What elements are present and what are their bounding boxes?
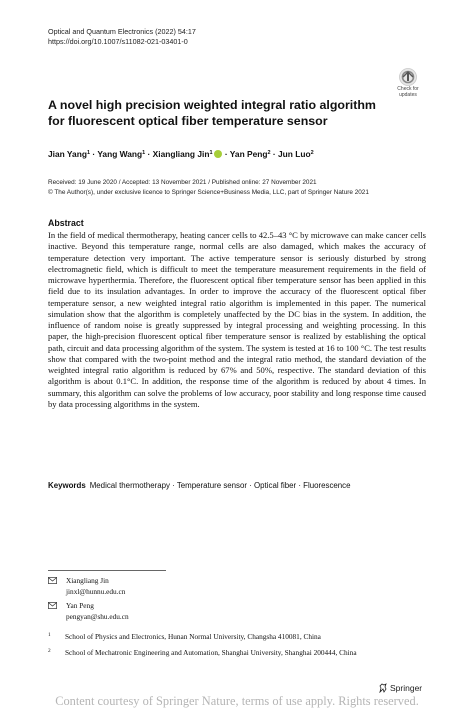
envelope-icon bbox=[48, 602, 57, 609]
author-affiliation-mark: 2 bbox=[310, 150, 314, 156]
footnote-divider bbox=[48, 570, 166, 571]
contact-email[interactable]: jinxl@hunnu.edu.cn bbox=[66, 586, 126, 596]
abstract-text: In the field of medical thermotherapy, heating cancer cells to 42.5–43 °C by microwave can make cancer cells inactive. Beyond this temperature range, normal cells are also damaged, which makes the accuracy of temperature detection very important. The active temperature sensor is seriously disturbed by strong electromagnetic field, which is difficult to meet the temperature measurement requirements in the field of microwave hyperthermia. Therefore, the fluorescent optical fiber temperature sensor has been applied in this field due to its insulation advantages. In order to improve the accuracy of the fluorescent optical fiber temperature sensor, a new weighted integral ratio algorithm is implemented in this paper. The numerical simulation show that the algorithm is completely unaffected by the DC bias in the system. In addition, the influence of random noise is greatly suppressed by integral processing and weighting processing. In this paper, the high-precision fluorescent optical fiber temperature sensor is realized by establishing the optical path, circuit and data processing algorithm of the system. The system is tested at 16 to 100 °C. The test results show that compared with the two-point method and the integral ratio method, the standard deviation of the weighted integral ratio algorithm is reduced by 67% and 50%, respective. The standard deviation of this algorithm is about 0.1°C. In addition, the response time of the algorithm is reduced by about 4 times. In summary, this algorithm can solve the problems of low accuracy, poor stability and long response time caused by data processing algorithms in the system. bbox=[48, 230, 426, 409]
author-affiliation-mark: 2 bbox=[267, 150, 271, 156]
author-affiliation-mark: 1 bbox=[142, 150, 146, 156]
keywords bbox=[48, 480, 351, 491]
keywords-list: Medical thermotherapy · Temperature sensor · Optical fiber · Fluorescence bbox=[89, 481, 351, 490]
contact-name: Xiangliang Jin bbox=[66, 576, 109, 585]
author-separator: · bbox=[90, 149, 98, 159]
history-dates: Received: 19 June 2020 / Accepted: 13 November 2021 / Published online: 27 November 2021 bbox=[48, 179, 317, 186]
author[interactable] bbox=[153, 149, 223, 159]
author[interactable] bbox=[278, 149, 314, 159]
affiliation-number: 2 bbox=[48, 648, 51, 654]
affiliation-text: School of Mechatronic Engineering and Automation, Shanghai University, Shanghai 200444, China bbox=[65, 648, 357, 657]
author[interactable] bbox=[97, 149, 145, 159]
author[interactable] bbox=[230, 149, 271, 159]
courtesy-watermark: Content courtesy of Springer Nature, terms of use apply. Rights reserved. bbox=[55, 694, 419, 708]
copyright-notice: © The Author(s), under exclusive licence to Springer Science+Business Media, LLC, part of Springer Nature 2021 bbox=[48, 189, 369, 196]
abstract-heading: Abstract bbox=[48, 218, 84, 228]
publisher-name: Springer bbox=[390, 683, 423, 693]
author[interactable] bbox=[48, 149, 90, 159]
author-separator: · bbox=[270, 149, 279, 159]
author-name: Xiangliang Jin bbox=[152, 149, 210, 159]
orcid-icon[interactable] bbox=[214, 150, 222, 158]
author-separator: · bbox=[222, 149, 230, 159]
author-affiliation-mark: 1 bbox=[86, 150, 91, 156]
affiliation-number: 1 bbox=[48, 632, 51, 638]
author-name: Yang Wang bbox=[97, 149, 143, 159]
doi-link[interactable]: https://doi.org/10.1007/s11082-021-03401-0 bbox=[48, 37, 188, 46]
publication-history bbox=[48, 178, 369, 198]
author-separator: · bbox=[145, 149, 153, 159]
affiliation-text: School of Physics and Electronics, Hunan Normal University, Changsha 410081, China bbox=[65, 632, 321, 641]
springer-horse-icon bbox=[378, 683, 388, 693]
author-name: Jian Yang bbox=[48, 149, 87, 159]
keywords-label: Keywords bbox=[48, 481, 86, 490]
author-name: Yan Peng bbox=[229, 149, 268, 159]
contact-name: Yan Peng bbox=[66, 601, 94, 610]
paper-title: A novel high precision weighted integral ratio algorithm for fluorescent optical fiber temperature sensor bbox=[48, 98, 376, 128]
envelope-icon bbox=[48, 577, 57, 584]
check-for-updates-label: Check for updates bbox=[397, 86, 419, 98]
author-list bbox=[48, 147, 314, 160]
author-name: Jun Luo bbox=[278, 149, 311, 159]
publisher-logo bbox=[378, 683, 422, 693]
journal-citation: Optical and Quantum Electronics (2022) 54:17 bbox=[48, 27, 196, 36]
journal-header bbox=[48, 27, 196, 47]
contact-email[interactable]: pengyan@shu.edu.cn bbox=[66, 611, 129, 621]
author-affiliation-mark: 1 bbox=[209, 150, 213, 156]
